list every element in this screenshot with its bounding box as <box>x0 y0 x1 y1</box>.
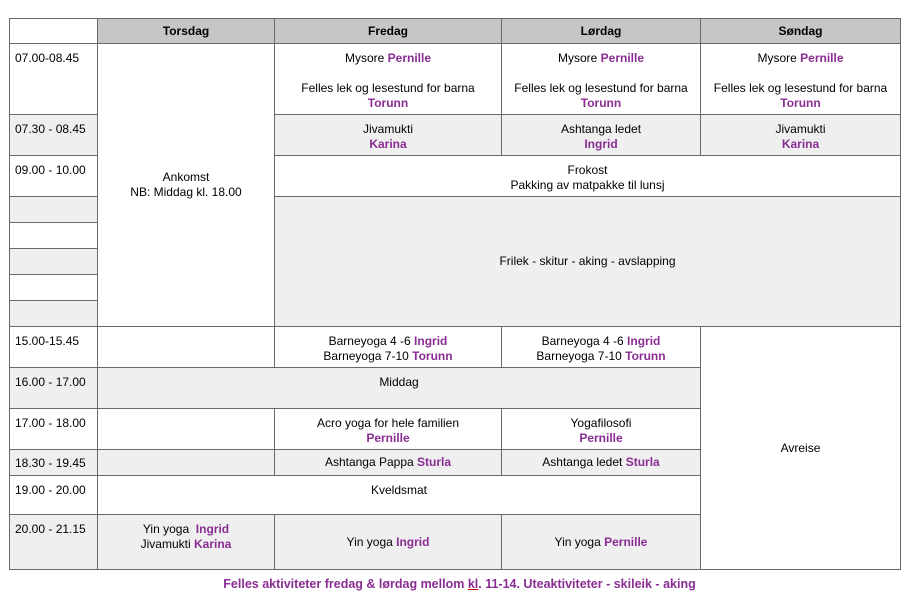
time-0700: 07.00-08.45 <box>10 44 98 115</box>
teacher-name: Karina <box>369 137 407 151</box>
lek-label: Felles lek og lesestund for barna <box>514 81 688 95</box>
teacher-name: Sturla <box>417 455 452 469</box>
teacher-name: Torunn <box>780 96 821 110</box>
sunday-mysore-cell <box>701 44 901 115</box>
lek-label: Felles lek og lesestund for barna <box>713 81 888 95</box>
packing-label: Pakking av matpakke til lunsj <box>510 178 665 192</box>
sunday-jivamukti-cell <box>701 115 901 156</box>
acro-label: Acro yoga for hele familien <box>316 416 460 430</box>
footer-note <box>0 577 919 591</box>
time-1500: 15.00-15.45 <box>10 327 98 368</box>
time-blank <box>10 301 98 327</box>
time-2000: 20.00 - 21.15 <box>10 515 98 570</box>
jivamukti-label: Jivamukti <box>362 122 413 136</box>
kveldsmat-cell: Kveldsmat <box>98 476 701 515</box>
lek-label: Felles lek og lesestund for barna <box>301 81 475 95</box>
arrival-text: Ankomst <box>162 170 210 184</box>
header-sunday: Søndag <box>701 19 901 44</box>
teacher-name: Sturla <box>625 455 660 469</box>
saturday-yin-cell <box>502 515 701 570</box>
breakfast-label: Frokost <box>567 163 608 177</box>
time-blank <box>10 275 98 301</box>
jivamukti-label: Jivamukti <box>775 122 826 136</box>
teacher-name: Torunn <box>412 349 453 363</box>
teacher-name: Karina <box>194 537 232 551</box>
teacher-name: Pernille <box>604 534 648 549</box>
barneyoga-older: Barneyoga 7-10 <box>536 349 622 363</box>
header-thursday: Torsdag <box>98 19 275 44</box>
time-1700: 17.00 - 18.00 <box>10 409 98 450</box>
breakfast-cell <box>275 156 901 197</box>
teacher-name: Ingrid <box>396 534 430 549</box>
saturday-mysore-cell <box>502 44 701 115</box>
thursday-empty <box>98 450 275 476</box>
mysore-label: Mysore <box>344 51 385 65</box>
teacher-name: Pernille <box>366 431 410 445</box>
dinner-note: NB: Middag kl. 18.00 <box>130 185 242 199</box>
jivamukti-label: Jivamukti <box>140 537 191 551</box>
time-blank <box>10 197 98 223</box>
time-1830: 18.30 - 19.45 <box>10 450 98 476</box>
yin-label: Yin yoga <box>142 522 190 536</box>
teacher-name: Ingrid <box>414 334 448 348</box>
barneyoga-older: Barneyoga 7-10 <box>323 349 409 363</box>
friday-acro-cell <box>275 409 502 450</box>
friday-yin-cell <box>275 515 502 570</box>
row-1500 <box>10 327 901 368</box>
mysore-label: Mysore <box>757 51 797 65</box>
schedule-table <box>9 18 901 570</box>
ashtanga-pappa-label: Ashtanga Pappa <box>324 455 414 469</box>
friday-ashtanga-pappa-cell <box>275 450 502 476</box>
friday-jivamukti-cell <box>275 115 502 156</box>
teacher-name: Ingrid <box>627 334 661 348</box>
teacher-name: Ingrid <box>195 522 230 536</box>
midday-activities-cell: Frilek - skitur - aking - avslapping <box>275 197 901 327</box>
yin-label: Yin yoga <box>554 534 601 549</box>
time-0900: 09.00 - 10.00 <box>10 156 98 197</box>
header-friday: Fredag <box>275 19 502 44</box>
thursday-empty <box>98 327 275 368</box>
saturday-ashtanga-ledet-cell <box>502 450 701 476</box>
header-corner <box>10 19 98 44</box>
friday-barneyoga-cell <box>275 327 502 368</box>
thursday-empty <box>98 409 275 450</box>
time-1900: 19.00 - 20.00 <box>10 476 98 515</box>
saturday-yogafilosofi-cell <box>502 409 701 450</box>
thursday-arrival-cell <box>98 44 275 327</box>
teacher-name: Ingrid <box>584 137 618 151</box>
time-1600: 16.00 - 17.00 <box>10 368 98 409</box>
time-blank <box>10 249 98 275</box>
teacher-name: Karina <box>781 137 820 151</box>
row-0700 <box>10 44 901 115</box>
barneyoga-young: Barneyoga 4 -6 <box>328 334 411 348</box>
footer-kl: kl <box>467 577 479 591</box>
teacher-name: Torunn <box>625 349 666 363</box>
footer-text-after: . 11-14. Uteaktiviteter - skileik - aking <box>478 577 696 591</box>
ashtanga-ledet-label: Ashtanga ledet <box>542 455 623 469</box>
saturday-ashtanga-cell <box>502 115 701 156</box>
yogafilosofi-label: Yogafilosofi <box>570 416 632 430</box>
teacher-name: Torunn <box>580 96 622 110</box>
teacher-name: Torunn <box>367 96 409 110</box>
thursday-yin-cell <box>98 515 275 570</box>
teacher-name: Pernille <box>600 51 645 65</box>
saturday-barneyoga-cell <box>502 327 701 368</box>
friday-mysore-cell <box>275 44 502 115</box>
ashtanga-label: Ashtanga ledet <box>560 122 642 136</box>
barneyoga-young: Barneyoga 4 -6 <box>541 334 624 348</box>
footer-text-before: Felles aktiviteter fredag & lørdag mellom <box>223 577 468 591</box>
yin-label: Yin yoga <box>346 534 393 549</box>
teacher-name: Pernille <box>387 51 432 65</box>
time-blank <box>10 223 98 249</box>
teacher-name: Pernille <box>800 51 844 65</box>
header-row <box>10 19 901 44</box>
middag-cell: Middag <box>98 368 701 409</box>
mysore-label: Mysore <box>557 51 598 65</box>
header-saturday: Lørdag <box>502 19 701 44</box>
teacher-name: Pernille <box>579 431 623 445</box>
sunday-departure-cell: Avreise <box>701 327 901 570</box>
time-0730: 07.30 - 08.45 <box>10 115 98 156</box>
